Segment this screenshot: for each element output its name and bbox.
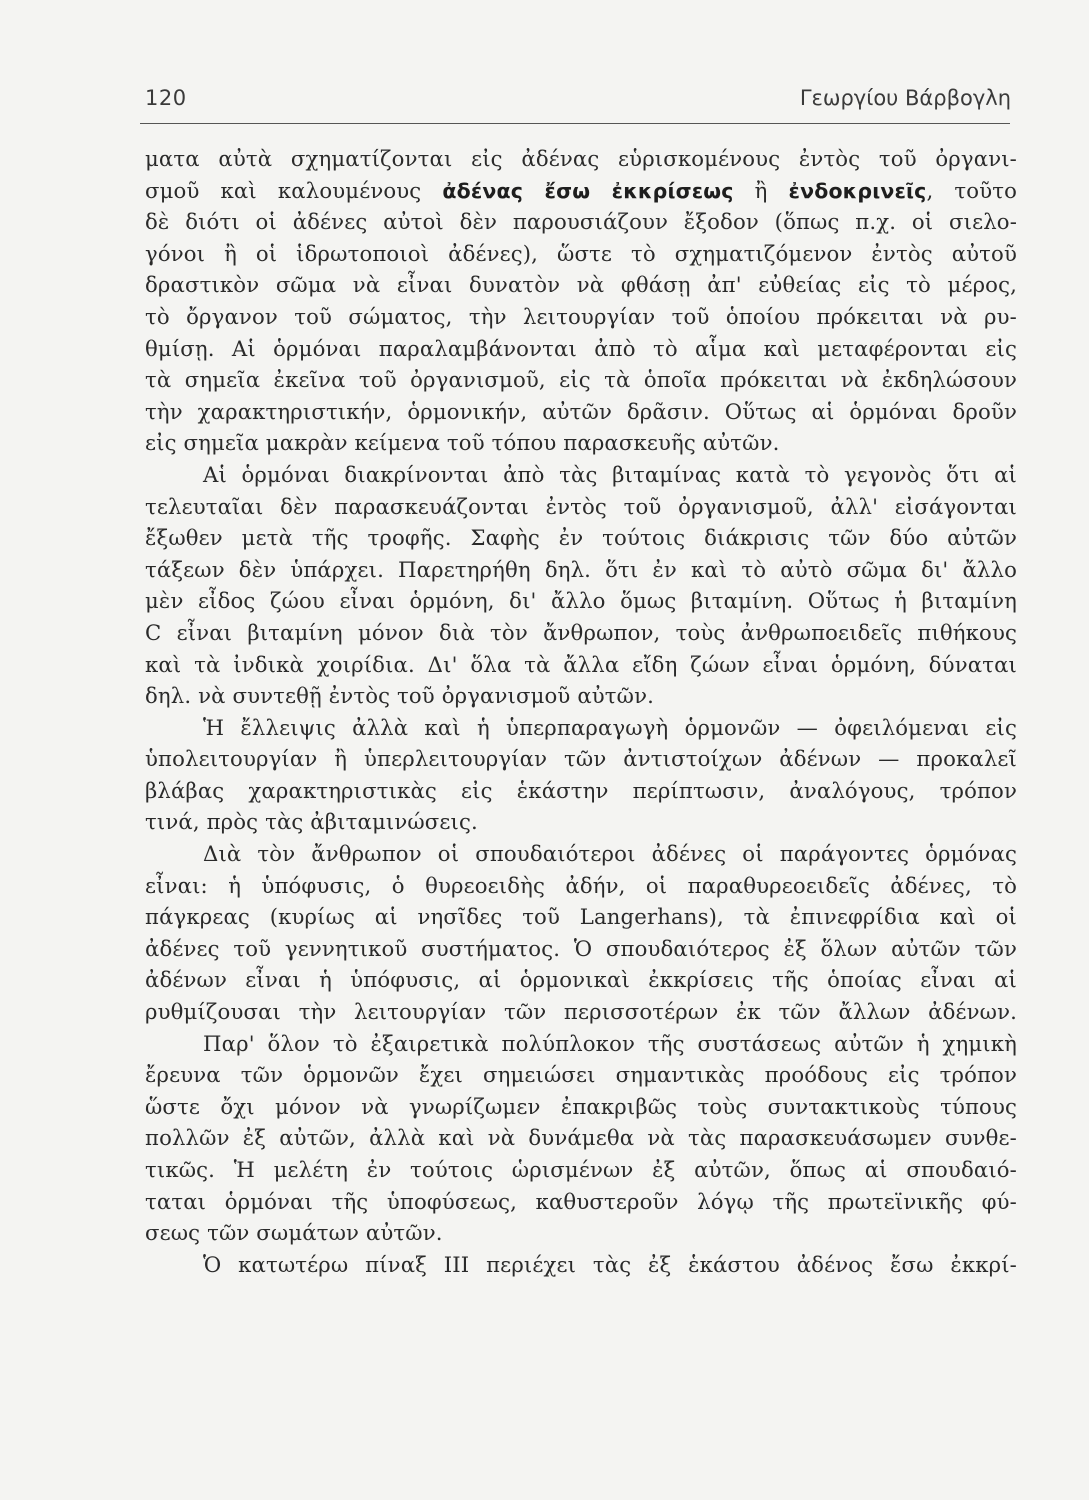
line-text: μὲν εἶδος ζώου εἶναι ὁρμόνη, δι' ἄλλο ὅμως βιταμίνη. Οὕτως ἡ βιταμίνη	[145, 588, 1017, 614]
line-text: Διὰ τὸν ἄνθρωπον οἱ σπουδαιότεροι ἀδένες οἱ παράγοντες ὁρμόνας	[203, 841, 1017, 867]
text-line	[145, 175, 1017, 207]
text-line	[145, 459, 1017, 491]
text-line	[145, 269, 1017, 301]
page-number: 120	[145, 86, 187, 110]
text-line	[145, 1059, 1017, 1091]
line-text: ρυθμίζουσαι τὴν λειτουργίαν τῶν περισσοτέρων ἐκ τῶν ἄλλων ἀδένων.	[145, 999, 1017, 1025]
line-text: γόνοι ἢ οἱ ἱδρωτοποιοὶ ἀδένες), ὥστε τὸ σχηματιζόμενον ἐντὸς αὐτοῦ	[145, 240, 1017, 266]
line-text: ὑπολειτουργίαν ἢ ὑπερλειτουργίαν τῶν ἀντιστοίχων ἀδένων — προκαλεῖ	[145, 746, 1017, 772]
text-line	[145, 1186, 1017, 1218]
line-text: ματα αὐτὰ σχηματίζονται εἰς ἀδένας εὑρισκομένους ἐντὸς τοῦ ὀργανι-	[145, 146, 1017, 171]
line-text: δηλ. νὰ συντεθῇ ἐντὸς τοῦ ὀργανισμοῦ αὐτῶν.	[145, 683, 655, 709]
line-text: ἔξωθεν μετὰ τῆς τροφῆς. Σαφὴς ἐν τούτοις διάκρισις τῶν δύο αὐτῶν	[145, 525, 1017, 551]
line-text: πολλῶν ἐξ αὐτῶν, ἀλλὰ καὶ νὰ δυνάμεθα νὰ τὰς παρασκευάσωμεν συνθε-	[145, 1125, 1017, 1151]
text-line	[145, 1217, 1017, 1249]
text-line	[145, 806, 1017, 838]
line-text: ἀδένες τοῦ γεννητικοῦ συστήματος. Ὁ σπουδαιότερος ἐξ ὅλων αὐτῶν τῶν	[145, 935, 1017, 961]
text-line	[145, 996, 1017, 1028]
line-text: θμίσῃ. Αἱ ὁρμόναι παραλαμβάνονται ἀπὸ τὸ αἷμα καὶ μεταφέρονται εἰς	[145, 335, 1017, 361]
line-text: σμοῦ καὶ καλουμένους	[145, 177, 443, 203]
text-line	[145, 585, 1017, 617]
text-line	[145, 933, 1017, 965]
text-line	[145, 522, 1017, 554]
bold-term: ἀδένας ἔσω ἐκκρίσεως	[442, 178, 734, 203]
text-line	[145, 649, 1017, 681]
line-text: τινά, πρὸς τὰς ἀβιταμινώσεις.	[145, 809, 478, 835]
line-text: τὰ σημεῖα ἐκεῖνα τοῦ ὀργανισμοῦ, εἰς τὰ ὁποῖα πρόκειται νὰ ἐκδηλώσουν	[145, 367, 1017, 393]
line-text: δραστικὸν σῶμα νὰ εἶναι δυνατὸν νὰ φθάσῃ ἀπ' εὐθείας εἰς τὸ μέρος,	[145, 272, 1017, 298]
text-line	[145, 1249, 1017, 1281]
line-text: ὥστε ὄχι μόνον νὰ γνωρίζωμεν ἐπακριβῶς τοὺς συντακτικοὺς τύπους	[145, 1093, 1017, 1119]
text-line	[145, 427, 1017, 459]
text-line	[145, 554, 1017, 586]
text-line	[145, 143, 1017, 175]
line-text: καὶ τὰ ἰνδικὰ χοιρίδια. Δι' ὅλα τὰ ἄλλα εἴδη ζώων εἶναι ὁρμόνη, δύναται	[145, 651, 1017, 677]
line-text: τικῶς. Ἡ μελέτη ἐν τούτοις ὡρισμένων ἐξ αὐτῶν, ὅπως αἱ σπουδαιό-	[145, 1157, 1017, 1182]
text-line	[145, 712, 1017, 744]
line-text: τὴν χαρακτηριστικήν, ὁρμονικήν, αὐτῶν δρᾶσιν. Οὕτως αἱ ὁρμόναι δροῦν	[145, 398, 1017, 424]
text-line	[145, 617, 1017, 649]
text-line	[145, 901, 1017, 933]
text-line	[145, 364, 1017, 396]
line-text: ταται ὁρμόναι τῆς ὑποφύσεως, καθυστεροῦν λόγῳ τῆς πρωτεϊνικῆς φύ-	[145, 1188, 1017, 1214]
line-text: τελευταῖαι δὲν παρασκευάζονται ἐντὸς τοῦ ὀργανισμοῦ, ἀλλ' εἰσάγονται	[145, 493, 1017, 519]
text-line	[145, 1091, 1017, 1123]
line-text: C εἶναι βιταμίνη μόνον διὰ τὸν ἄνθρωπον, τοὺς ἀνθρωποειδεῖς πιθήκους	[145, 619, 1017, 645]
text-line	[145, 1154, 1017, 1186]
text-line	[145, 1122, 1017, 1154]
text-line	[145, 396, 1017, 428]
line-text: , τοῦτο	[926, 177, 1018, 203]
page-header	[143, 82, 1011, 118]
bold-term: ἐνδοκρινεῖς	[788, 178, 927, 203]
text-line	[145, 206, 1017, 238]
body-text	[145, 143, 1017, 1280]
text-line	[145, 964, 1017, 996]
line-text: εἰς σημεῖα μακρὰν κείμενα τοῦ τόπου παρασκευῆς αὐτῶν.	[145, 430, 780, 456]
header-rule	[140, 123, 1010, 124]
line-text: εἶναι: ἡ ὑπόφυσις, ὁ θυρεοειδὴς ἀδήν, οἱ παραθυρεοειδεῖς ἀδένες, τὸ	[145, 872, 1017, 898]
line-text: τάξεων δὲν ὑπάρχει. Παρετηρήθη δηλ. ὅτι ἐν καὶ τὸ αὐτὸ σῶμα δι' ἄλλο	[145, 556, 1017, 582]
line-text: τὸ ὄργανον τοῦ σώματος, τὴν λειτουργίαν τοῦ ὁποίου πρόκειται νὰ ρυ-	[145, 303, 1017, 329]
line-text: βλάβας χαρακτηριστικὰς εἰς ἑκάστην περίπτωσιν, ἀναλόγους, τρόπον	[145, 777, 1017, 803]
text-line	[145, 680, 1017, 712]
text-line	[145, 491, 1017, 523]
text-line	[145, 870, 1017, 902]
text-line	[145, 838, 1017, 870]
line-text: πάγκρεας (κυρίως αἱ νησῖδες τοῦ Langerhans), τὰ ἐπινεφρίδια καὶ οἱ	[145, 904, 1017, 930]
text-line	[145, 238, 1017, 270]
line-text: δὲ διότι οἱ ἀδένες αὐτοὶ δὲν παρουσιάζουν ἔξοδον (ὅπως π.χ. οἱ σιελο-	[145, 209, 1017, 235]
line-text: ἢ	[733, 177, 789, 203]
line-text: Ἡ ἔλλειψις ἀλλὰ καὶ ἡ ὑπερπαραγωγὴ ὁρμονῶν — ὀφειλόμεναι εἰς	[203, 714, 1017, 740]
text-line	[145, 743, 1017, 775]
line-text: Ὁ κατωτέρω πίναξ III περιέχει τὰς ἐξ ἑκάστου ἀδένος ἔσω ἐκκρί-	[203, 1251, 1017, 1277]
line-text: Αἱ ὁρμόναι διακρίνονται ἀπὸ τὰς βιταμίνας κατὰ τὸ γεγονὸς ὅτι αἱ	[203, 461, 1017, 487]
line-text: ἔρευνα τῶν ὁρμονῶν ἔχει σημειώσει σημαντικὰς προόδους εἰς τρόπον	[145, 1062, 1017, 1088]
text-line	[145, 333, 1017, 365]
text-line	[145, 1028, 1017, 1060]
text-line	[145, 775, 1017, 807]
line-text: Παρ' ὅλον τὸ ἐξαιρετικὰ πολύπλοκον τῆς συστάσεως αὐτῶν ἡ χημικὴ	[203, 1030, 1017, 1056]
line-text: ἀδένων εἶναι ἡ ὑπόφυσις, αἱ ὁρμονικαὶ ἐκκρίσεις τῆς ὁποίας εἶναι αἱ	[145, 967, 1017, 993]
running-head: Γεωργίου Βάρβογλη	[799, 86, 1011, 110]
line-text: σεως τῶν σωμάτων αὐτῶν.	[145, 1220, 443, 1246]
text-line	[145, 301, 1017, 333]
